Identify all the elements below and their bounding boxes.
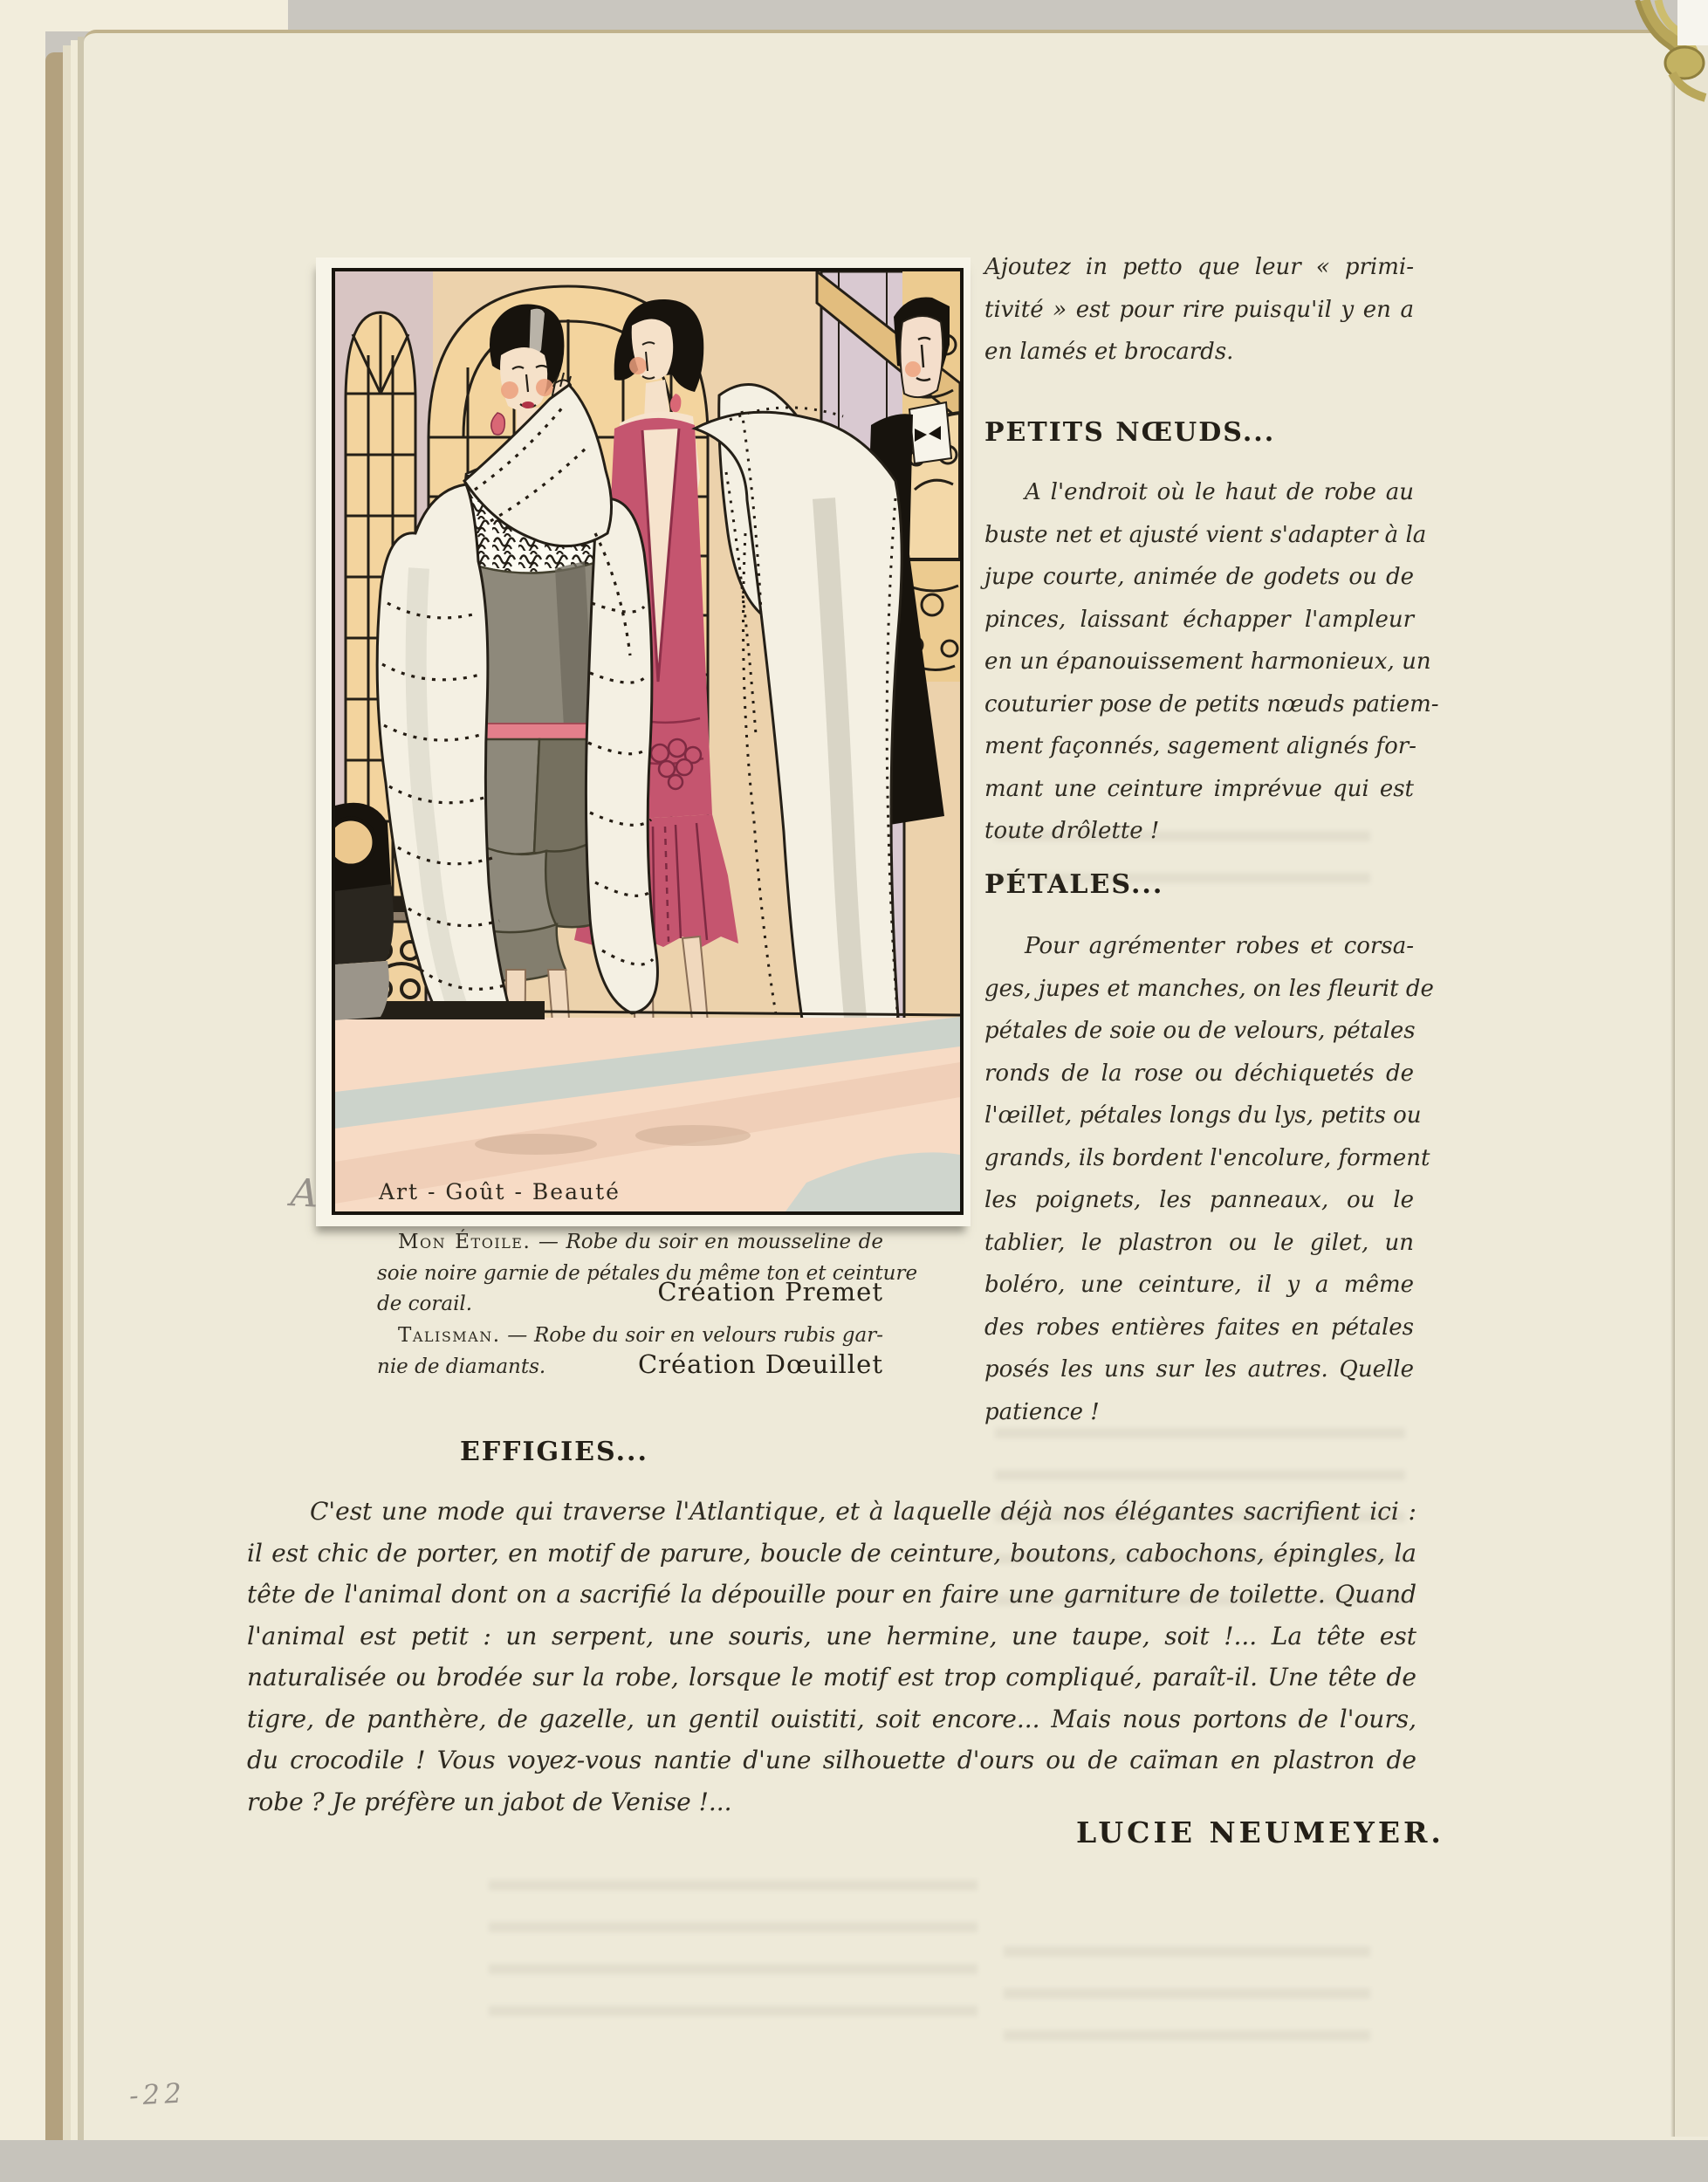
intro-paragraph xyxy=(984,246,1414,374)
text-line: buste net et ajusté vient s'adapter à la xyxy=(984,521,1427,548)
caption-line: de corail. xyxy=(377,1293,473,1315)
text-line: l'œillet, pétales longs du lys, petits ou xyxy=(984,1102,1422,1129)
page-show-through xyxy=(489,1877,977,2016)
fashion-plate-illustration xyxy=(332,268,964,1215)
text-line: A l'endroit où le haut de robe au xyxy=(1025,479,1414,505)
text-line: les poignets, les panneaux, ou le xyxy=(984,1187,1414,1213)
text-line: naturalisée ou brodée sur la robe, lorsque le motif est trop compliqué, paraît-il. Une tête de xyxy=(247,1663,1416,1691)
caption-credit-doeuillet: Création Dœuillet xyxy=(637,1349,883,1379)
section-heading-petits-noeuds: PETITS NŒUDS... xyxy=(984,417,1276,448)
text-line: mant une ceinture imprévue qui est xyxy=(984,775,1414,802)
caption-credit-premet: Création Premet xyxy=(657,1277,883,1307)
tipped-in-fashion-plate xyxy=(316,257,971,1226)
text-line: du crocodile ! Vous voyez-vous nantie d'une silhouette d'ours ou de caïman en plastron de xyxy=(247,1746,1416,1774)
text-line: pinces, laissant échapper l'ampleur xyxy=(984,606,1414,633)
text-line: toute drôlette ! xyxy=(984,818,1160,844)
page-show-through xyxy=(995,831,1370,915)
caption-text: — Robe du soir en mousseline de xyxy=(531,1231,884,1253)
book-page-edges xyxy=(63,45,71,2151)
author-signature: LUCIE NEUMEYER. xyxy=(1076,1815,1444,1849)
text-line: ment façonnés, sagement alignés for- xyxy=(984,733,1416,759)
caption-text: — Robe du soir en velours rubis gar- xyxy=(500,1324,883,1347)
text-line: en lamés et brocards. xyxy=(984,339,1234,365)
pochoir-illustration xyxy=(335,271,960,1211)
dark-stool xyxy=(335,803,394,1020)
text-line: ges, jupes et manches, on les fleurit de xyxy=(984,975,1434,1002)
book-page-edges xyxy=(78,37,84,2142)
text-line: tivité » est pour rire puisqu'il y en a xyxy=(984,296,1414,323)
text-line: Pour agrémenter robes et corsa- xyxy=(1025,933,1414,959)
text-line: robe ? Je préfère un jabot de Venise !... xyxy=(247,1787,732,1816)
text-line: grands, ils bordent l'encolure, forment xyxy=(984,1144,1430,1171)
text-line: boléro, une ceinture, il y a même xyxy=(984,1272,1414,1298)
caption-line: nie de diamants. xyxy=(377,1355,546,1378)
text-line: C'est une mode qui traverse l'Atlantique, et à laquelle déjà nos élégantes sacrifient ici : xyxy=(310,1497,1416,1526)
section-heading-effigies: EFFIGIES... xyxy=(460,1437,648,1467)
text-line: tigre, de panthère, de gazelle, un gentil ouistiti, soit encore... Mais nous portons de l'ours, xyxy=(247,1704,1416,1733)
book-page-edges xyxy=(71,40,78,2147)
plate-credit-line: Art - Goût - Beauté xyxy=(379,1179,621,1204)
scan-corner xyxy=(1677,0,1708,45)
text-line: couturier pose de petits nœuds patiem- xyxy=(984,690,1439,717)
page-right-edge xyxy=(1675,30,1708,2137)
model-name: Mon Étoile. xyxy=(398,1231,532,1253)
caption-line: soie noire garnie de pétales du même ton et ceinture xyxy=(377,1261,918,1285)
text-line: il est chic de porter, en motif de parure, boucle de ceinture, boutons, cabochons, épingles, la xyxy=(247,1538,1416,1568)
scan-background-topleft xyxy=(0,0,288,31)
caption-line xyxy=(377,1321,883,1352)
scan-background-left xyxy=(0,0,45,2182)
petales-paragraph xyxy=(984,925,1434,1433)
text-line: pétales de soie ou de velours, pétales xyxy=(984,1018,1416,1044)
caption-line xyxy=(377,1227,883,1259)
text-line: tablier, le plastron ou le gilet, un xyxy=(984,1229,1414,1256)
pencil-annotation-letter: A xyxy=(289,1170,320,1217)
text-line: l'animal est petit : un serpent, une souris, une hermine, une taupe, soit !... La tête est xyxy=(247,1621,1416,1650)
text-line: Ajoutez in petto que leur « primi- xyxy=(984,254,1414,280)
section-heading-petales: PÉTALES... xyxy=(984,869,1164,900)
scan-background-bottom xyxy=(0,2140,1708,2182)
page-show-through xyxy=(995,1428,1405,1629)
book-page-edges xyxy=(45,52,63,2156)
text-line: jupe courte, animée de godets ou de xyxy=(984,564,1414,590)
text-line: patience ! xyxy=(984,1398,1100,1425)
page-show-through xyxy=(1004,1946,1370,2051)
text-line: en un épanouissement harmonieux, un xyxy=(984,648,1431,675)
text-line: posés les uns sur les autres. Quelle xyxy=(984,1356,1414,1383)
petits-noeuds-paragraph xyxy=(984,471,1439,853)
pencil-annotation-page-number: -22 xyxy=(128,2077,187,2112)
model-name: Talisman. xyxy=(398,1324,501,1347)
text-line: tête de l'animal dont on a sacrifié la dépouille pour en faire une garniture de toilette. Quand xyxy=(247,1580,1416,1609)
text-line: ronds de la rose ou déchiquetés de xyxy=(984,1060,1414,1087)
text-line: des robes entières faites en pétales xyxy=(984,1314,1414,1341)
